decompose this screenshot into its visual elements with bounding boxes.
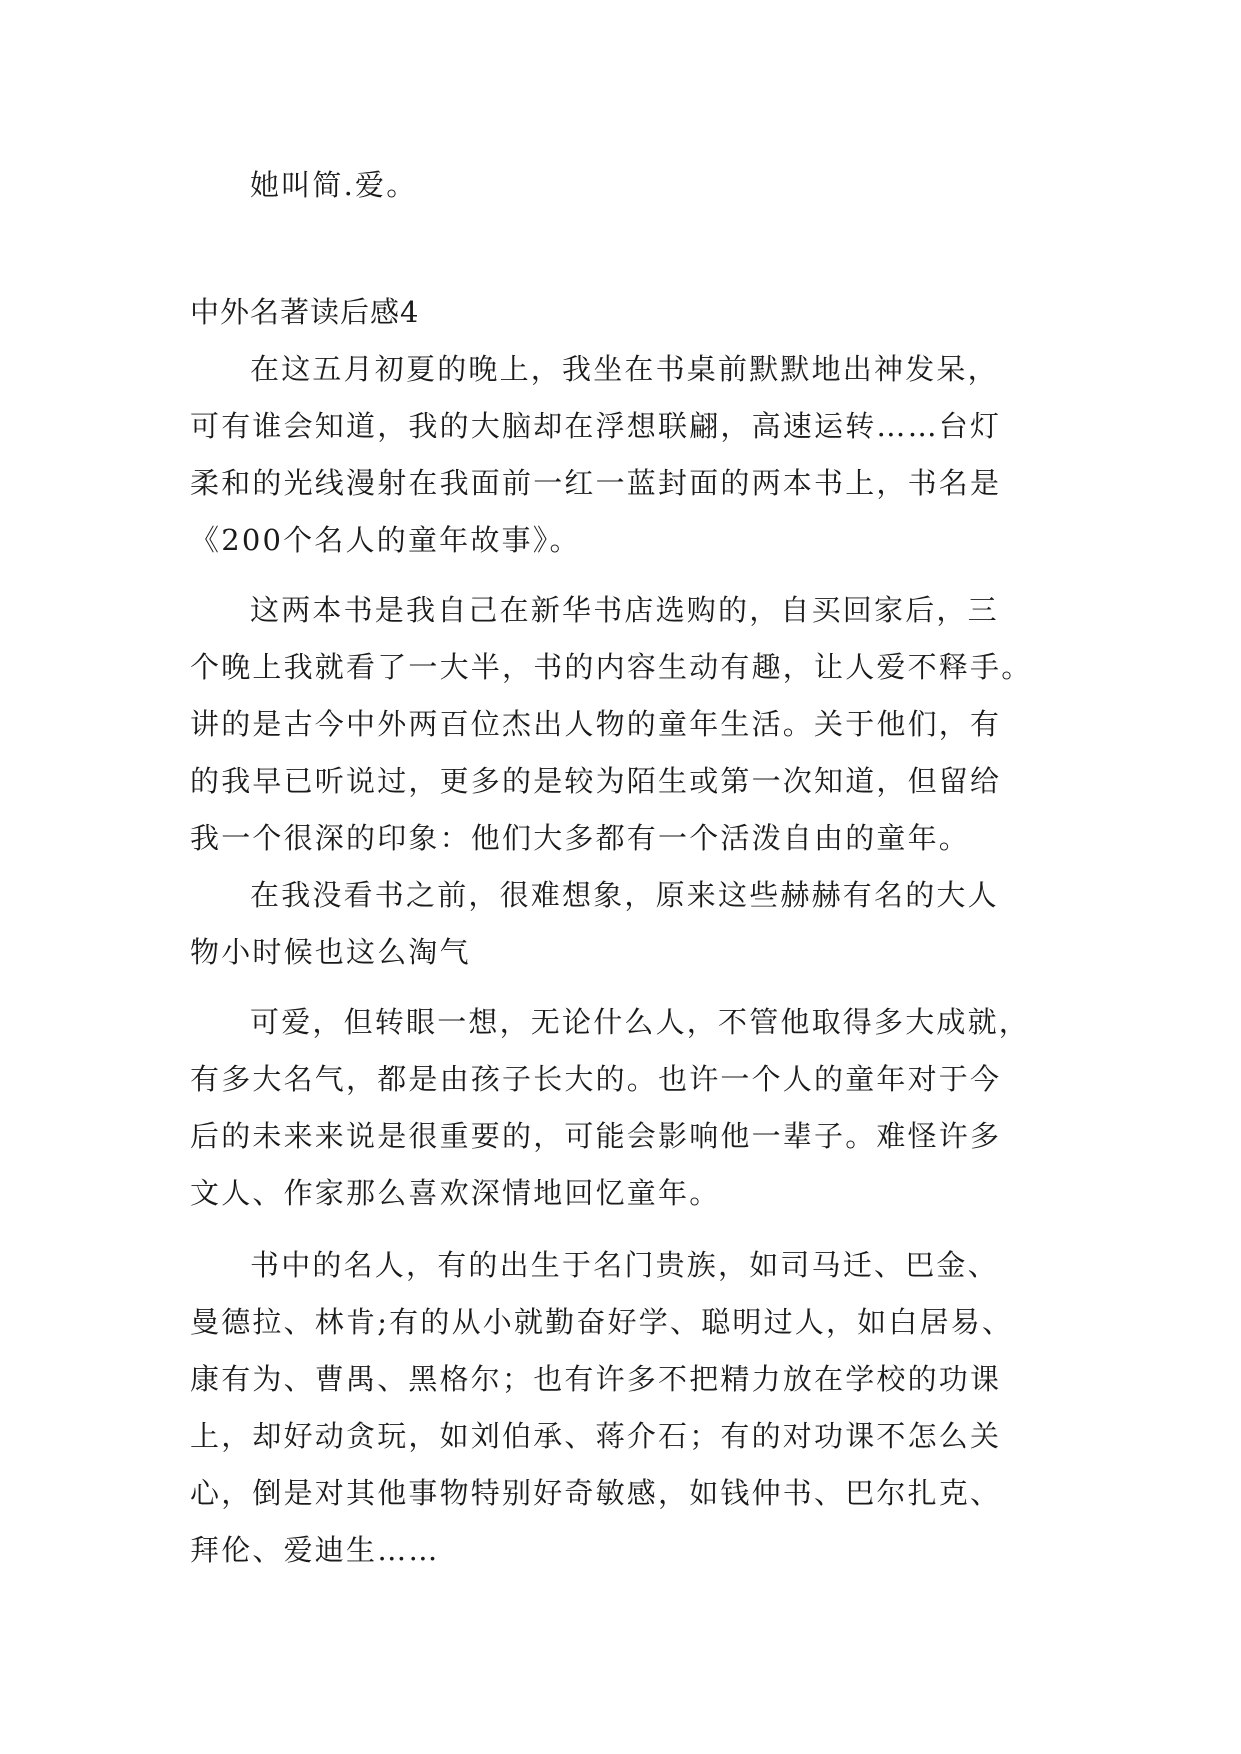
paragraph-line: 柔和的光线漫射在我面前一红一蓝封面的两本书上，书名是 [190,466,1002,500]
paragraph-line: 我一个很深的印象：他们大多都有一个活泼自由的童年。 [190,821,971,855]
paragraph-line: 后的未来来说是很重要的，可能会影响他一辈子。难怪许多 [190,1119,1002,1153]
paragraph-line: 这两本书是我自己在新华书店选购的，自买回家后，三 [250,593,999,627]
paragraph-line: 心，倒是对其他事物特别好奇敏感，如钱仲书、巴尔扎克、 [190,1476,1002,1510]
section-heading: 中外名著读后感4 [190,295,420,329]
paragraph-line: 在我没看书之前，很难想象，原来这些赫赫有名的大人 [250,878,999,912]
paragraph-line: 书中的名人，有的出生于名门贵族，如司马迁、巴金、 [250,1248,999,1282]
paragraph-line: 的我早已听说过，更多的是较为陌生或第一次知道，但留给 [190,764,1002,798]
paragraph-line: 《200个名人的童年故事》。 [190,523,581,557]
paragraph-line: 有多大名气，都是由孩子长大的。也许一个人的童年对于今 [190,1062,1002,1096]
paragraph-line: 她叫简.爱。 [250,168,418,202]
paragraph-line: 可有谁会知道，我的大脑却在浮想联翩，高速运转……台灯 [190,409,1002,443]
paragraph-line: 上，却好动贪玩，如刘伯承、蒋介石；有的对功课不怎么关 [190,1419,1002,1453]
paragraph-line: 康有为、曹禺、黑格尔；也有许多不把精力放在学校的功课 [190,1362,1002,1396]
paragraph-line: 在这五月初夏的晚上，我坐在书桌前默默地出神发呆， [250,352,999,386]
paragraph-line: 个晚上我就看了一大半，书的内容生动有趣，让人爱不释手。 [190,650,1033,684]
paragraph-line: 曼德拉、林肯;有的从小就勤奋好学、聪明过人，如白居易、 [190,1305,1014,1339]
paragraph-line: 讲的是古今中外两百位杰出人物的童年生活。关于他们，有 [190,707,1002,741]
paragraph-line: 物小时候也这么淘气 [190,935,471,969]
paragraph-line: 可爱，但转眼一想，无论什么人，不管他取得多大成就， [250,1005,1031,1039]
paragraph-line: 拜伦、爱迪生…… [190,1533,440,1567]
paragraph-line: 文人、作家那么喜欢深情地回忆童年。 [190,1176,721,1210]
